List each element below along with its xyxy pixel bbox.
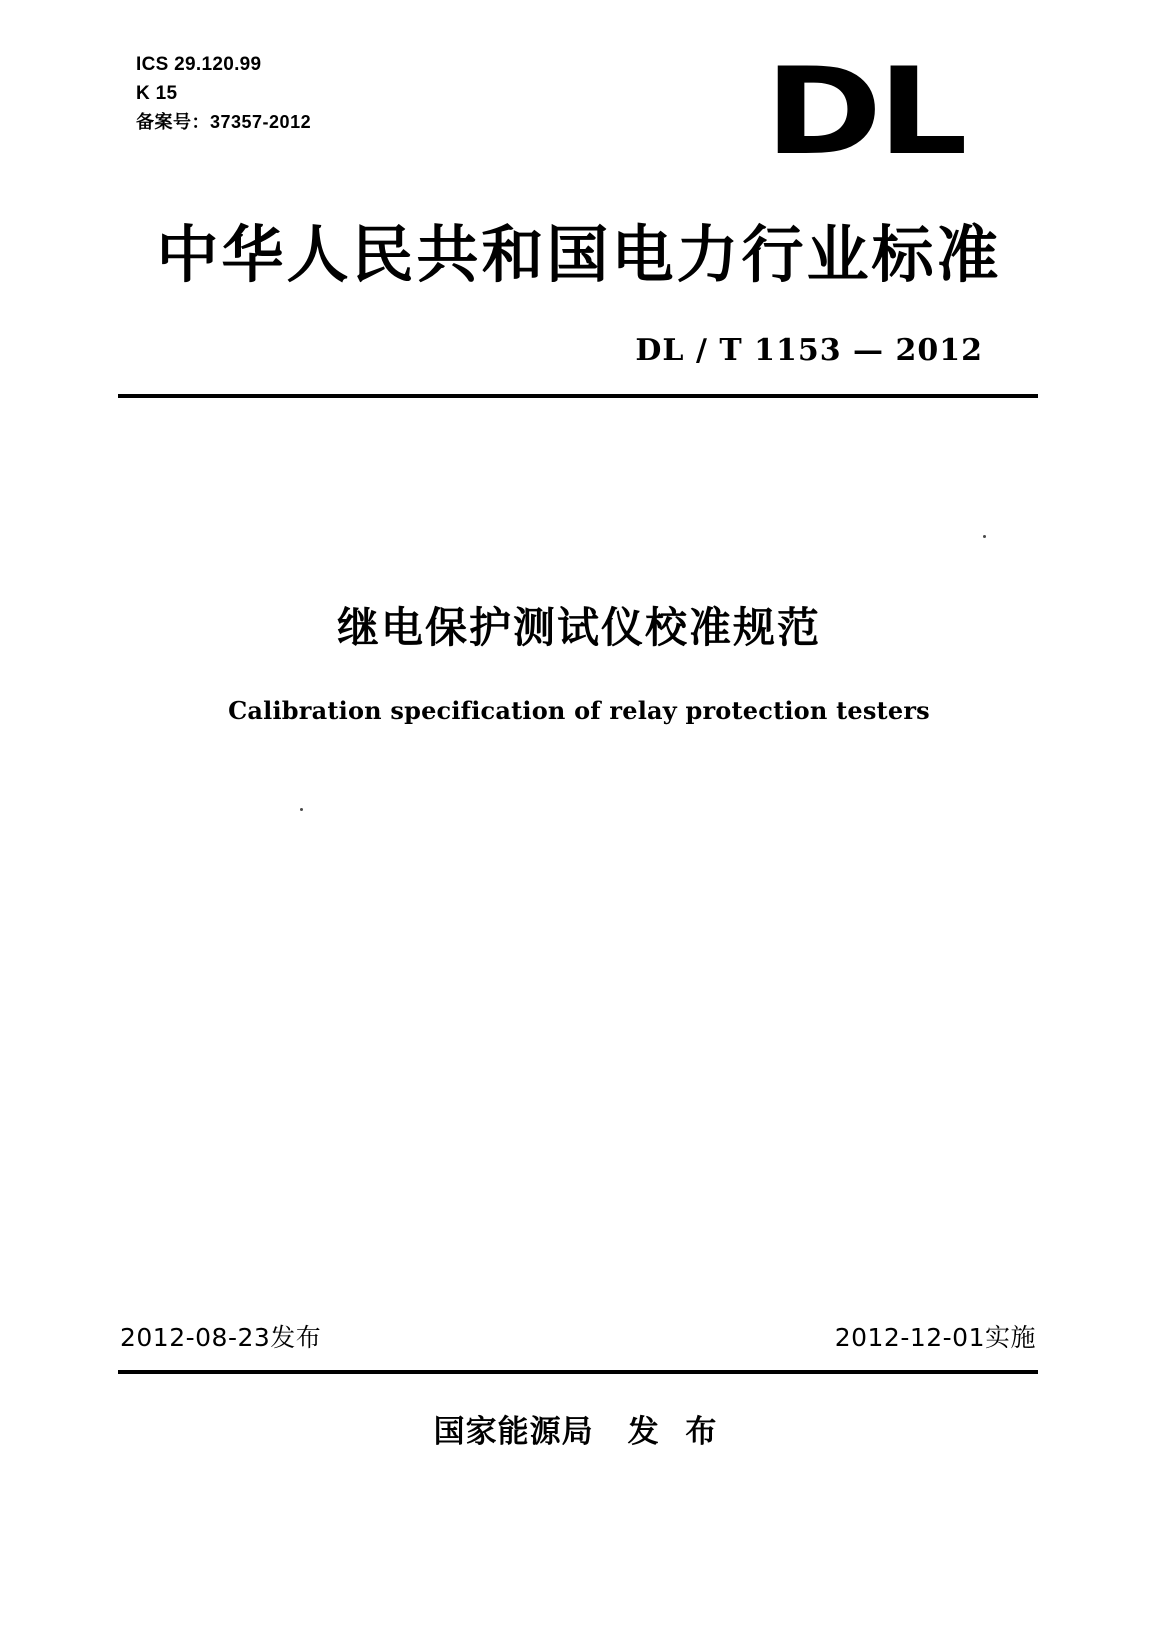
standard-number: DL / T 1153 — 2012 [635, 333, 983, 368]
divider-bottom [118, 1370, 1038, 1374]
dl-logo: DL [764, 43, 963, 182]
record-number: 备案号：37357-2012 [136, 111, 312, 132]
scan-speck [300, 808, 303, 811]
implementation-date: 2012-12-01实施 [834, 1323, 1036, 1352]
title-chinese: 继电保护测试仪校准规范 [336, 603, 821, 652]
title-english: Calibration specification of relay protection testers [228, 696, 930, 725]
issuer-block [0, 1406, 1158, 1451]
divider-top [118, 394, 1038, 398]
identifier-block [136, 50, 311, 137]
issuer-action: 发 布 [627, 1414, 725, 1450]
standard-header-chinese: 中华人民共和国电力行业标准 [156, 218, 1002, 291]
scan-speck [983, 535, 986, 538]
classification-code: K 15 [136, 83, 178, 105]
ics-code: ICS 29.120.99 [136, 54, 262, 75]
issue-date: 2012-08-23发布 [120, 1323, 322, 1352]
issuer-name: 国家能源局 [433, 1414, 594, 1450]
